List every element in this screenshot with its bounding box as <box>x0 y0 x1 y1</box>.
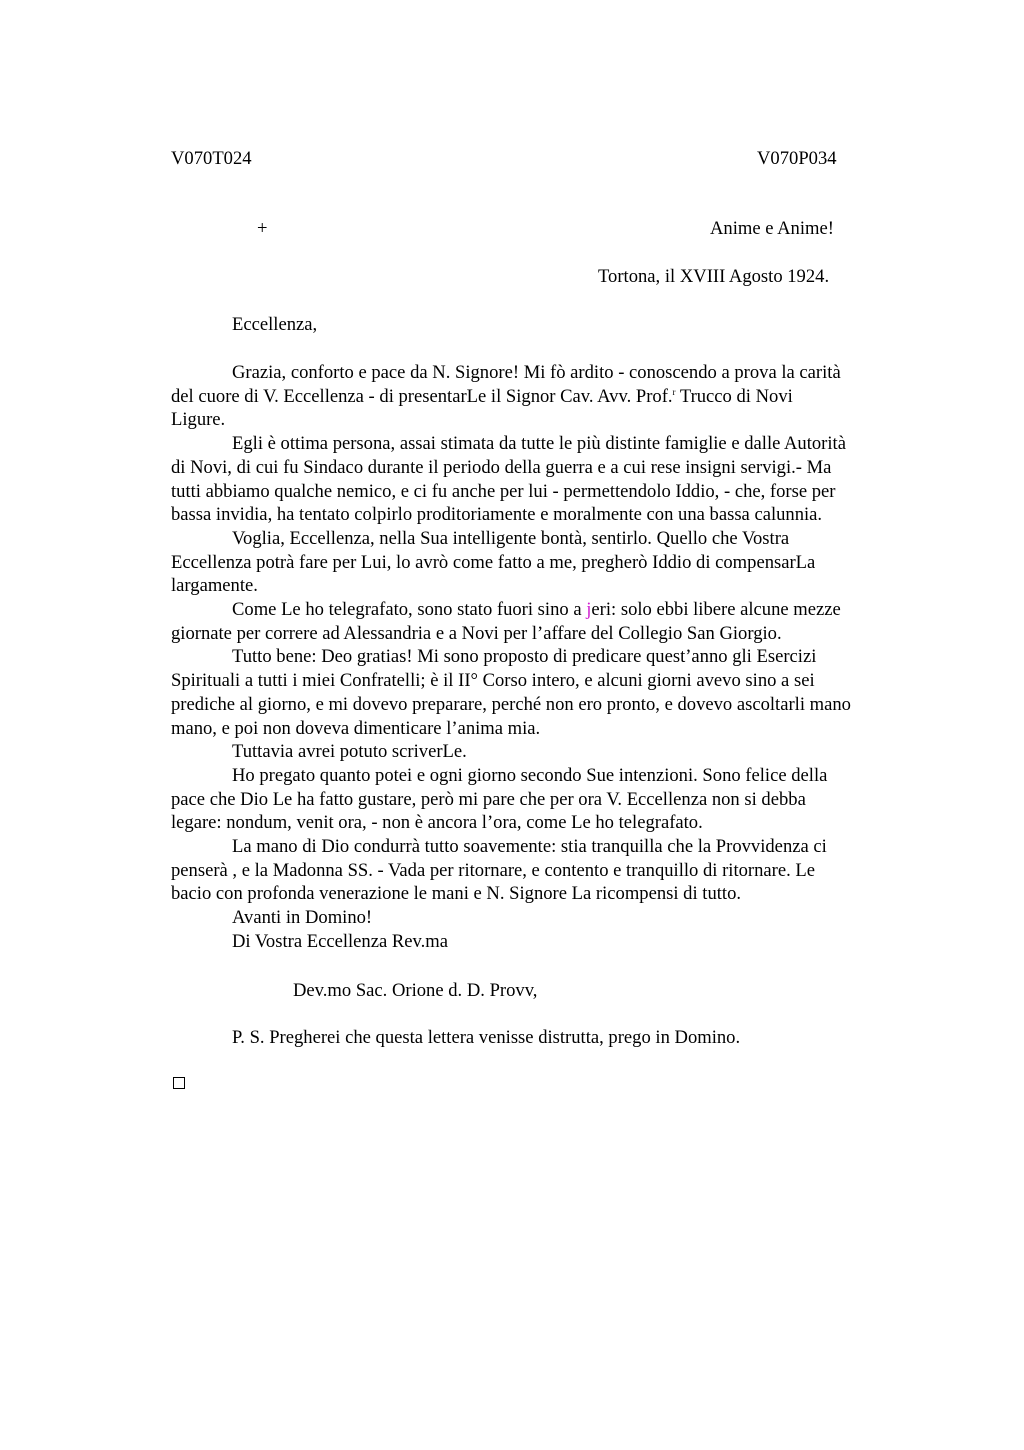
body-line: Grazia, conforto e pace da N. Signore! Mi fò ardito - conoscendo a prova la carità <box>232 362 841 383</box>
motto: Anime e Anime! <box>710 218 834 239</box>
archive-code-right: V070P034 <box>757 148 837 169</box>
body-line: La mano di Dio condurrà tutto soavemente: stia tranquilla che la Provvidenza ci <box>232 836 827 858</box>
body-line: pace che Dio Le ha fatto gustare, però mi pare che per ora V. Eccellenza non si debba <box>171 788 806 810</box>
body-line: del cuore di V. Eccellenza - di presentarLe il Signor Cav. Avv. Prof.$^r$ Trucco di Novi <box>171 385 793 407</box>
body-line: Spirituali a tutti i miei Confratelli; è il II° Corso intero, e alcuni giorni avevo sino a sei <box>171 670 815 692</box>
highlighted-letter: j <box>586 599 592 621</box>
checkbox-square-icon <box>173 1077 185 1089</box>
postscript: P. S. Pregherei che questa lettera venisse distrutta, prego in Domino. <box>232 1027 741 1048</box>
letter-body <box>171 361 941 954</box>
body-line: Ho pregato quanto potei e ogni giorno secondo Sue intenzioni. Sono felice della <box>232 764 828 786</box>
closing-line: Di Vostra Eccellenza Rev.ma <box>232 930 448 952</box>
body-line: prediche al giorno, e mi dovevo preparare, perché non ero pronto, e dovevo ascoltarli mano <box>171 693 851 715</box>
body-line: mano, e poi non doveva dimenticare l’anima mia. <box>171 717 541 739</box>
cross-mark: + <box>257 218 268 239</box>
body-line: Tutto bene: Deo gratias! Mi sono proposto di predicare quest’anno gli Esercizi <box>232 646 817 668</box>
body-line: Eccellenza potrà fare per Lui, lo avrò come fatto a me, pregherò Iddio di compensarLa <box>171 551 816 573</box>
body-line: di Novi, di cui fu Sindaco durante il periodo della guerra e a cui rese insigni servigi.- Ma <box>171 456 832 478</box>
body-line: bassa invidia, ha tentato colpirlo proditoriamente e moralmente con una bassa calunnia. <box>171 504 823 526</box>
body-line: bacio con profonda venerazione le mani e N. Signore La ricompensi di tutto. <box>171 883 742 905</box>
closing-line: Avanti in Domino! <box>232 907 373 929</box>
archive-code-left: V070T024 <box>171 148 252 169</box>
body-line: giornate per correre ad Alessandria e a Novi per l’affare del Collegio San Giorgio. <box>171 622 782 644</box>
body-line: Voglia, Eccellenza, nella Sua intelligente bontà, sentirlo. Quello che Vostra <box>232 527 790 549</box>
body-line: largamente. <box>171 575 258 597</box>
body-line: Egli è ottima persona, assai stimata da tutte le più distinte famiglie e dalle Autorità <box>232 433 846 455</box>
body-line: Ligure. <box>171 409 226 431</box>
body-line: penserà , e la Madonna SS. - Vada per ritornare, e contento e tranquillo di ritornare. Le <box>171 859 816 881</box>
body-line: tutti abbiamo qualche nemico, e ci fu anche per lui - permettendolo Iddio, - che, forse per <box>171 480 836 502</box>
body-line: Come Le ho telegrafato, sono stato fuori sino a jeri: solo ebbi libere alcune mezze <box>232 599 841 621</box>
body-line: legare: nondum, venit ora, - non è ancora l’ora, come Le ho telegrafato. <box>171 812 703 834</box>
body-line: Tuttavia avrei potuto scriverLe. <box>232 741 467 763</box>
salutation: Eccellenza, <box>232 314 318 335</box>
signature: Dev.mo Sac. Orione d. D. Provv, <box>293 980 538 1001</box>
dateline: Tortona, il XVIII Agosto 1924. <box>598 266 830 287</box>
